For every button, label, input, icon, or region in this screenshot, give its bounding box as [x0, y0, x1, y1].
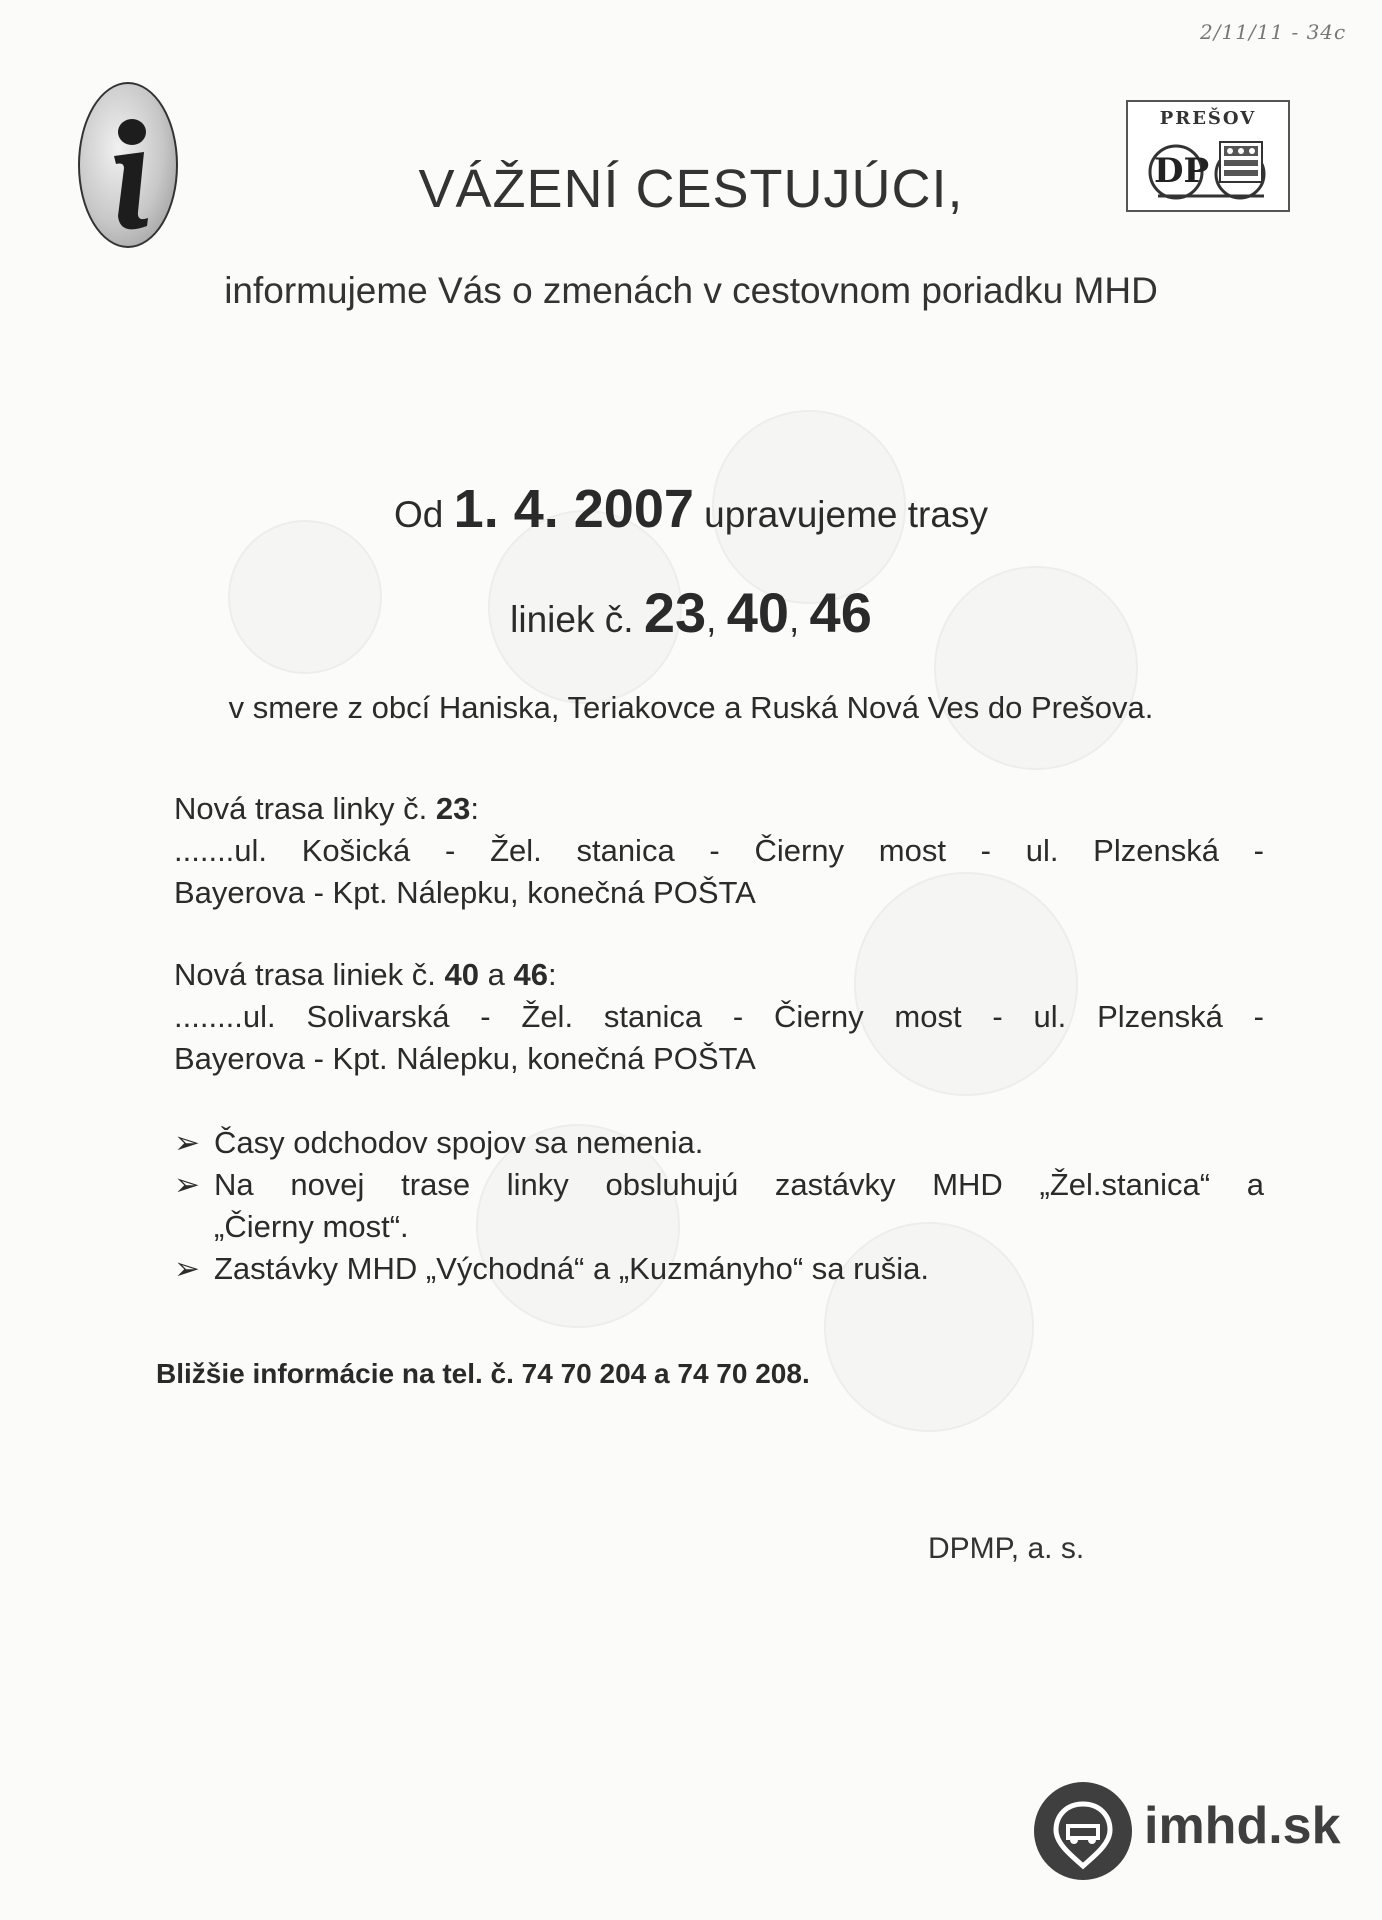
signature: DPMP, a. s. [928, 1532, 1085, 1565]
route-title-conjunction: a [487, 957, 505, 992]
route-23-title [174, 788, 1264, 830]
subheading: informujeme Vás o zmenách v cestovnom poriadku MHD [224, 270, 1158, 311]
route-40-46-block [174, 954, 1264, 1080]
route-title-prefix: Nová trasa linky č. [174, 791, 428, 826]
route-number: 46 [513, 957, 548, 992]
route-title-colon: : [547, 957, 557, 992]
lines-line [0, 580, 1382, 645]
list-item [174, 1248, 1264, 1290]
route-title-colon: : [470, 791, 479, 826]
contact-info: Bližšie informácie na tel. č. 74 70 204 a 74 70 208. [156, 1358, 810, 1389]
effective-date: 1. 4. 2007 [453, 479, 694, 539]
line-number: 23 [643, 581, 707, 644]
arrow-bullet-icon: ➢ [174, 1251, 200, 1286]
handwritten-note: 2/11/11 - 34c [1200, 20, 1347, 44]
line-separator: , [706, 599, 717, 640]
logo-initials: DP [1154, 151, 1210, 191]
route-number: 40 [444, 957, 479, 992]
list-item [174, 1122, 1264, 1164]
imhd-logo-icon [1034, 1782, 1132, 1880]
line-separator: , [788, 599, 800, 640]
line-number: 40 [726, 581, 789, 644]
route-23-block [174, 788, 1264, 914]
imhd-logo-text: imhd.sk [1144, 1797, 1341, 1855]
arrow-bullet-icon: ➢ [174, 1125, 200, 1160]
list-item-text: Na novej trase linky obsluhujú zastávky MHD „Žel.stanica“ a [214, 1167, 1264, 1202]
route-40-46-title [174, 954, 1264, 996]
route-number: 23 [435, 791, 471, 826]
list-item-text: Časy odchodov spojov sa nemenia. [214, 1125, 704, 1160]
logo-top-text: PREŠOV [1159, 108, 1257, 129]
date-line [0, 478, 1382, 540]
list-item-text: Zastávky MHD „Východná“ a „Kuzmányho“ sa rušia. [214, 1251, 929, 1286]
date-suffix: upravujeme trasy [704, 494, 988, 535]
route-40-46-line-2: Bayerova - Kpt. Nálepku, konečná POŠTA [174, 1041, 756, 1076]
date-prefix: Od [394, 494, 444, 535]
notes-list [174, 1122, 1264, 1290]
route-23-line-2: Bayerova - Kpt. Nálepku, konečná POŠTA [174, 875, 756, 910]
list-item-text-continued: „Čierny most“. [214, 1209, 409, 1244]
route-40-46-line-1: ........ul. Solivarská - Žel. stanica - Čierny most - ul. Plzenská - [174, 999, 1264, 1034]
direction-text: v smere z obcí Haniska, Teriakovce a Ruská Nová Ves do Prešova. [228, 690, 1154, 725]
route-title-prefix: Nová trasa liniek č. [174, 957, 436, 992]
lines-prefix: liniek č. [510, 599, 634, 640]
list-item [174, 1164, 1264, 1248]
route-23-line-1: .......ul. Košická - Žel. stanica - Čierny most - ul. Plzenská - [174, 833, 1264, 868]
page-title: VÁŽENÍ CESTUJÚCI, [418, 159, 964, 219]
arrow-bullet-icon: ➢ [174, 1167, 200, 1202]
line-number: 46 [809, 581, 872, 644]
